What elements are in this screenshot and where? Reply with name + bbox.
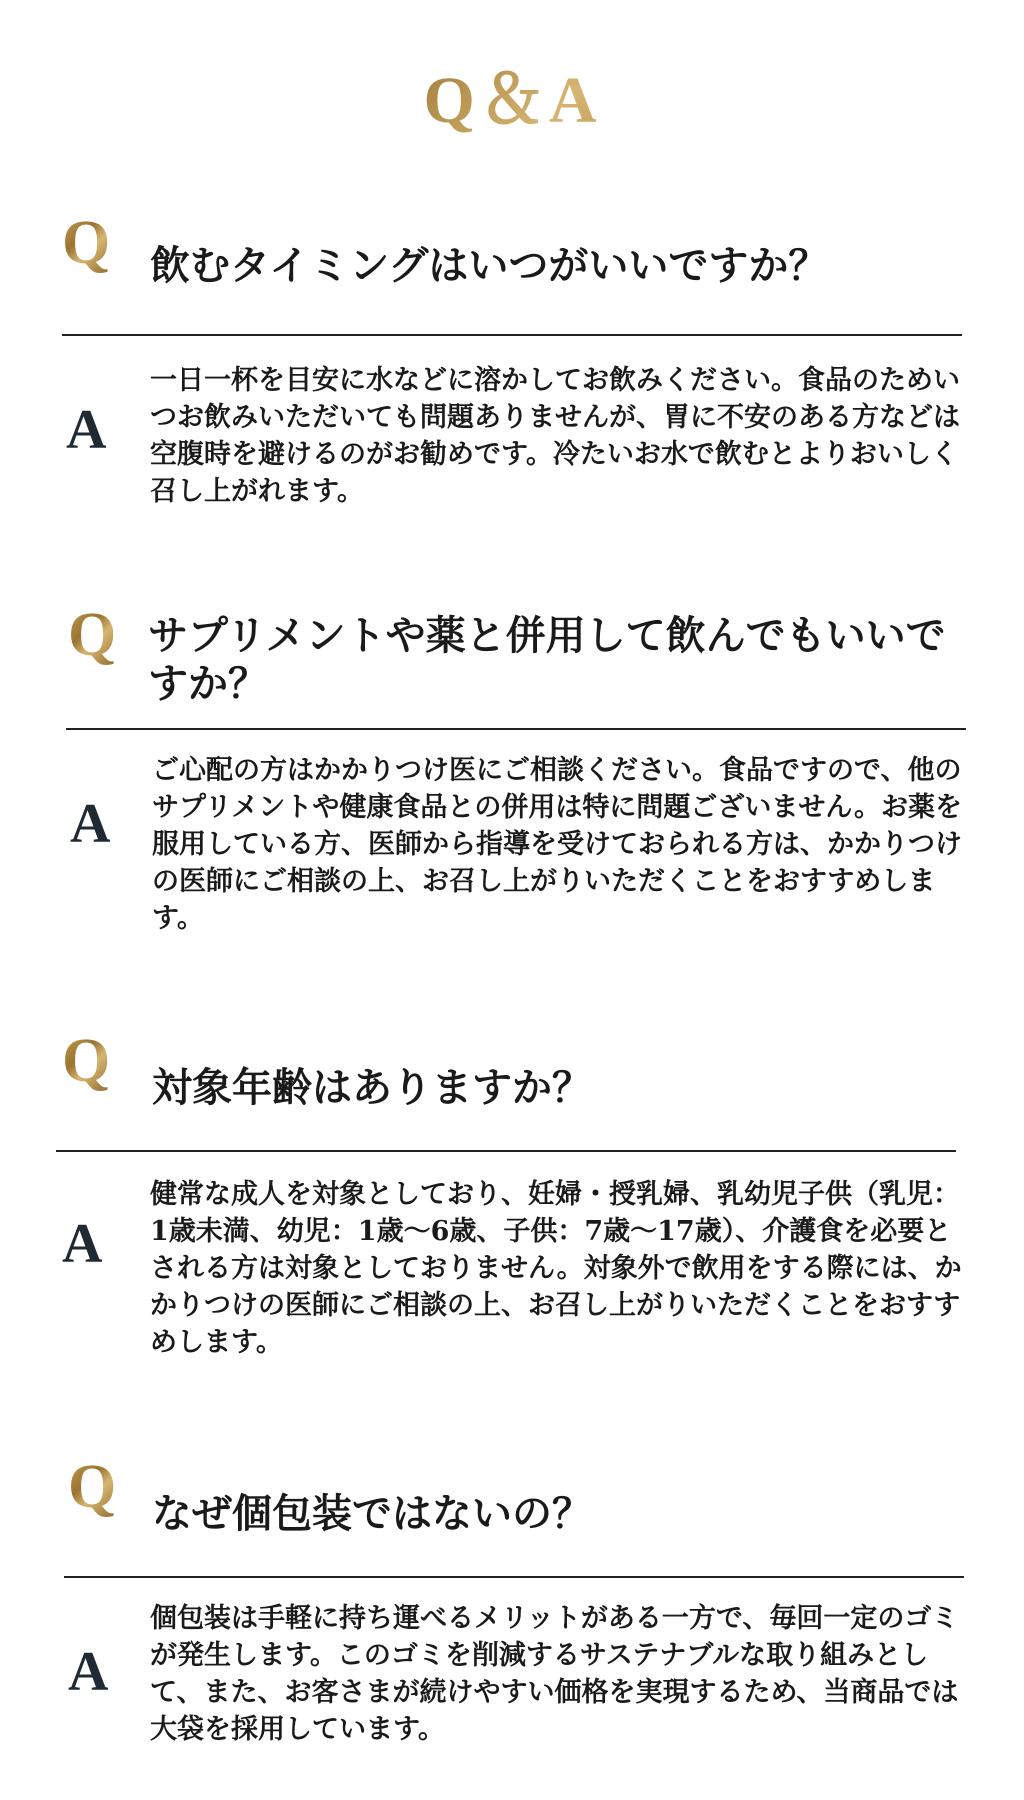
answer-1: 一日一杯を目安に水などに溶かしてお飲みください。食品のためいつお飲みいただいても問題ありませんが、胃に不安のある方などは空腹時を避けるのがお勧めです。冷たいお水で飲むとよりおいしく召し上がれます。: [150, 365, 960, 507]
q-mark: Q: [68, 1453, 117, 1521]
answer-2: ご心配の方はかかりつけ医にご相談ください。食品ですので、他のサプリメントや健康食品との併用は特に問題ございません。お薬を服用している方、医師から指導を受けておられる方は、かかりつけの医師にご相談の上、お召し上がりいただくことをおすすめします。: [152, 755, 962, 934]
a-mark: A: [66, 399, 107, 461]
a-mark: A: [70, 793, 111, 855]
divider: [66, 728, 966, 730]
answer-3: 健常な成人を対象としており、妊婦・授乳婦、乳幼児子供（乳児：1歳未満、幼児：1歳〜6歳、子供：7歳〜17歳）、介護食を必要とされる方は対象としておりません。対象外で飲用をする際には、かかりつけの医師にご相談の上、お召し上がりいただくことをおすすめします。: [150, 1179, 962, 1358]
question-4: なぜ個包装ではないの？: [152, 1490, 592, 1537]
question-2: サプリメントや薬と併用して飲んでもいいですか？: [148, 612, 946, 707]
divider: [64, 1576, 964, 1578]
a-mark: A: [62, 1213, 103, 1275]
q-mark: Q: [62, 209, 111, 277]
question-3: 対象年齢はありますか？: [152, 1064, 592, 1111]
divider: [56, 1150, 956, 1152]
q-mark: Q: [62, 1027, 111, 1095]
q-mark: Q: [68, 601, 117, 669]
answer-4: 個包装は手軽に持ち運べるメリットがある一方で、毎回一定のゴミが発生します。このゴミを削減するサステナブルな取り組みとして、また、お客さまが続けやすい価格を実現するため、当商品では大袋を採用しています。: [150, 1603, 959, 1745]
question-1: 飲むタイミングはいつがいいですか？: [150, 242, 829, 289]
page-title: Q＆A: [0, 68, 1024, 134]
a-mark: A: [68, 1641, 109, 1703]
divider: [62, 334, 962, 336]
